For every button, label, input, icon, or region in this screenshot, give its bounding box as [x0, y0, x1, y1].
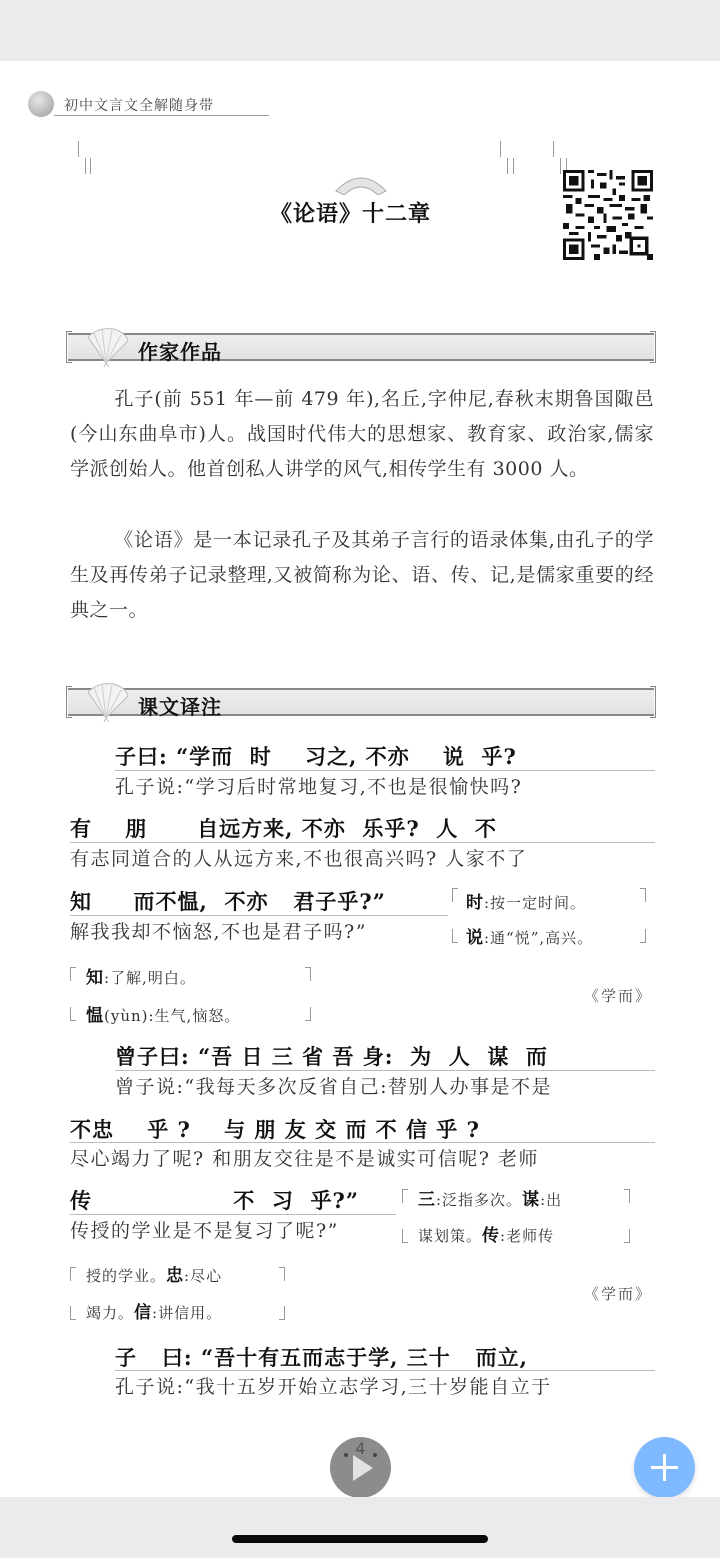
original-line: 曾子曰: “吾 日 三 省 吾 身: 为 人 谋 而 [115, 1044, 548, 1069]
fan-icon [84, 682, 130, 722]
note-item [466, 923, 593, 948]
qr-code[interactable] [563, 170, 653, 260]
note-item [86, 1001, 240, 1026]
section-heading-translation [68, 688, 654, 719]
note-bracket [279, 1306, 285, 1320]
note-bracket [305, 967, 311, 981]
decor-tick [90, 158, 91, 174]
note-bracket [70, 1267, 76, 1281]
note-bracket [640, 888, 646, 902]
fan-icon [84, 327, 130, 367]
bar-cap [66, 686, 72, 718]
note-term: 愠 [86, 1006, 104, 1026]
chapter-title: 《论语》十二章 [270, 201, 432, 227]
note-bracket [305, 1007, 311, 1021]
author-paragraph [70, 382, 654, 487]
note-text: :通“悦”,高兴。 [484, 929, 594, 947]
note-text: :了解,明白。 [104, 969, 196, 987]
original-line: 知 而不愠, 不亦 君子乎?” [70, 889, 386, 914]
page-dot [344, 1453, 348, 1457]
decor-tick [85, 158, 86, 174]
book-page [0, 61, 720, 1497]
note-term: 三 [418, 1190, 436, 1210]
work-paragraph [70, 523, 654, 628]
home-indicator[interactable] [232, 1535, 488, 1543]
note-bracket [70, 1306, 76, 1320]
note-text: :出 [540, 1191, 563, 1209]
note-item [418, 1221, 554, 1246]
page-dot [373, 1453, 377, 1457]
section-label: 作家作品 [138, 340, 222, 364]
note-text: :按一定时间。 [484, 894, 587, 912]
bottom-bar [0, 1497, 720, 1558]
audio-play-button[interactable] [330, 1437, 391, 1498]
translation-line: 有志同道合的人从远方来,不也很高兴吗? 人家不了 [70, 848, 528, 870]
decor-tick [560, 158, 561, 174]
note-bracket [70, 1007, 76, 1021]
note-text: :老师传 [500, 1227, 555, 1245]
note-term: 谋 [522, 1190, 541, 1210]
play-icon [353, 1455, 373, 1481]
note-text: 竭力。 [86, 1304, 135, 1322]
translation-line: 孔子说:“学习后时常地复习,不也是很愉快吗? [115, 776, 523, 798]
page-number: 4 [355, 1439, 366, 1458]
running-header [28, 91, 248, 119]
note-text: 谋划策。 [418, 1227, 483, 1245]
decor-tick [500, 141, 501, 157]
line-rule [70, 1142, 655, 1143]
globe-icon [28, 91, 54, 117]
original-line: 子曰: “学而 时 习之, 不亦 说 乎? [115, 744, 517, 769]
note-bracket [279, 1267, 285, 1281]
add-button[interactable] [634, 1437, 695, 1498]
original-line: 传 不 习 乎?” [70, 1188, 359, 1213]
bar-cap [66, 331, 72, 363]
note-item [466, 888, 586, 913]
bar-cap [650, 331, 656, 363]
plus-icon [663, 1454, 666, 1481]
original-line: 有 朋 自远方来, 不亦 乐乎? 人 不 [70, 816, 497, 841]
book-title: 初中文言文全解随身带 [64, 98, 214, 114]
fan-ornament-icon [334, 169, 388, 195]
note-bracket [402, 1229, 408, 1243]
note-term: 说 [466, 928, 484, 948]
note-item [418, 1185, 562, 1210]
note-bracket [402, 1189, 408, 1203]
bar-cap [650, 686, 656, 718]
translation-line: 解我我却不恼怒,不也是君子吗?” [70, 921, 367, 943]
note-item [86, 1298, 222, 1323]
note-term: 传 [482, 1226, 501, 1246]
note-text: :泛指多次。 [436, 1191, 523, 1209]
note-item [86, 1261, 222, 1286]
line-rule [115, 770, 655, 771]
note-bracket [640, 929, 646, 943]
line-rule [70, 842, 655, 843]
translation-line: 曾子说:“我每天多次反省自己:替别人办事是不是 [115, 1076, 553, 1098]
header-rule [54, 115, 269, 116]
source-citation: 《学而》 [584, 1285, 653, 1303]
source-citation: 《学而》 [584, 987, 653, 1005]
note-text: :尽心 [184, 1267, 223, 1285]
note-bracket [624, 1229, 630, 1243]
note-bracket [452, 888, 458, 902]
decor-tick [78, 141, 79, 157]
paragraph-text: 孔子(前 551 年—前 479 年),名丘,字仲尼,春秋末期鲁国陬邑(今山东曲阜市)人。战国时代伟大的思想家、教育家、政治家,儒家学派创始人。他首创私人讲学的风气,相传学生有 3000 人。 [70, 388, 654, 480]
line-rule [70, 915, 448, 916]
note-term: 忠 [166, 1266, 185, 1286]
note-text: 授的学业。 [86, 1267, 167, 1285]
original-line: 子 曰: “吾十有五而志于学, 三十 而立, [115, 1345, 528, 1370]
decor-tick [553, 141, 554, 157]
section-heading-author [68, 333, 654, 364]
decor-tick [507, 158, 508, 174]
note-text: (yùn):生气,恼怒。 [104, 1007, 241, 1025]
line-rule [115, 1070, 655, 1071]
note-item [86, 963, 196, 988]
section-label: 课文译注 [138, 695, 222, 719]
top-bar [0, 0, 720, 60]
note-term: 信 [134, 1303, 153, 1323]
translation-line: 传授的学业是不是复习了呢?” [70, 1220, 339, 1242]
decor-tick [513, 158, 514, 174]
line-rule [70, 1214, 396, 1215]
paragraph-text: 《论语》是一本记录孔子及其弟子言行的语录体集,由孔子的学生及再传弟子记录整理,又被简称为论、语、传、记,是儒家重要的经典之一。 [70, 529, 654, 621]
note-term: 知 [86, 968, 104, 988]
note-text: :讲信用。 [152, 1304, 223, 1322]
note-bracket [624, 1189, 630, 1203]
translation-line: 孔子说:“我十五岁开始立志学习,三十岁能自立于 [115, 1376, 552, 1398]
line-rule [115, 1370, 655, 1371]
note-bracket [452, 929, 458, 943]
original-line: 不忠 乎 ? 与 朋 友 交 而 不 信 乎 ? [70, 1117, 480, 1142]
note-term: 时 [466, 893, 484, 913]
translation-line: 尽心竭力了呢? 和朋友交往是不是诚实可信呢? 老师 [70, 1148, 539, 1170]
note-bracket [70, 967, 76, 981]
